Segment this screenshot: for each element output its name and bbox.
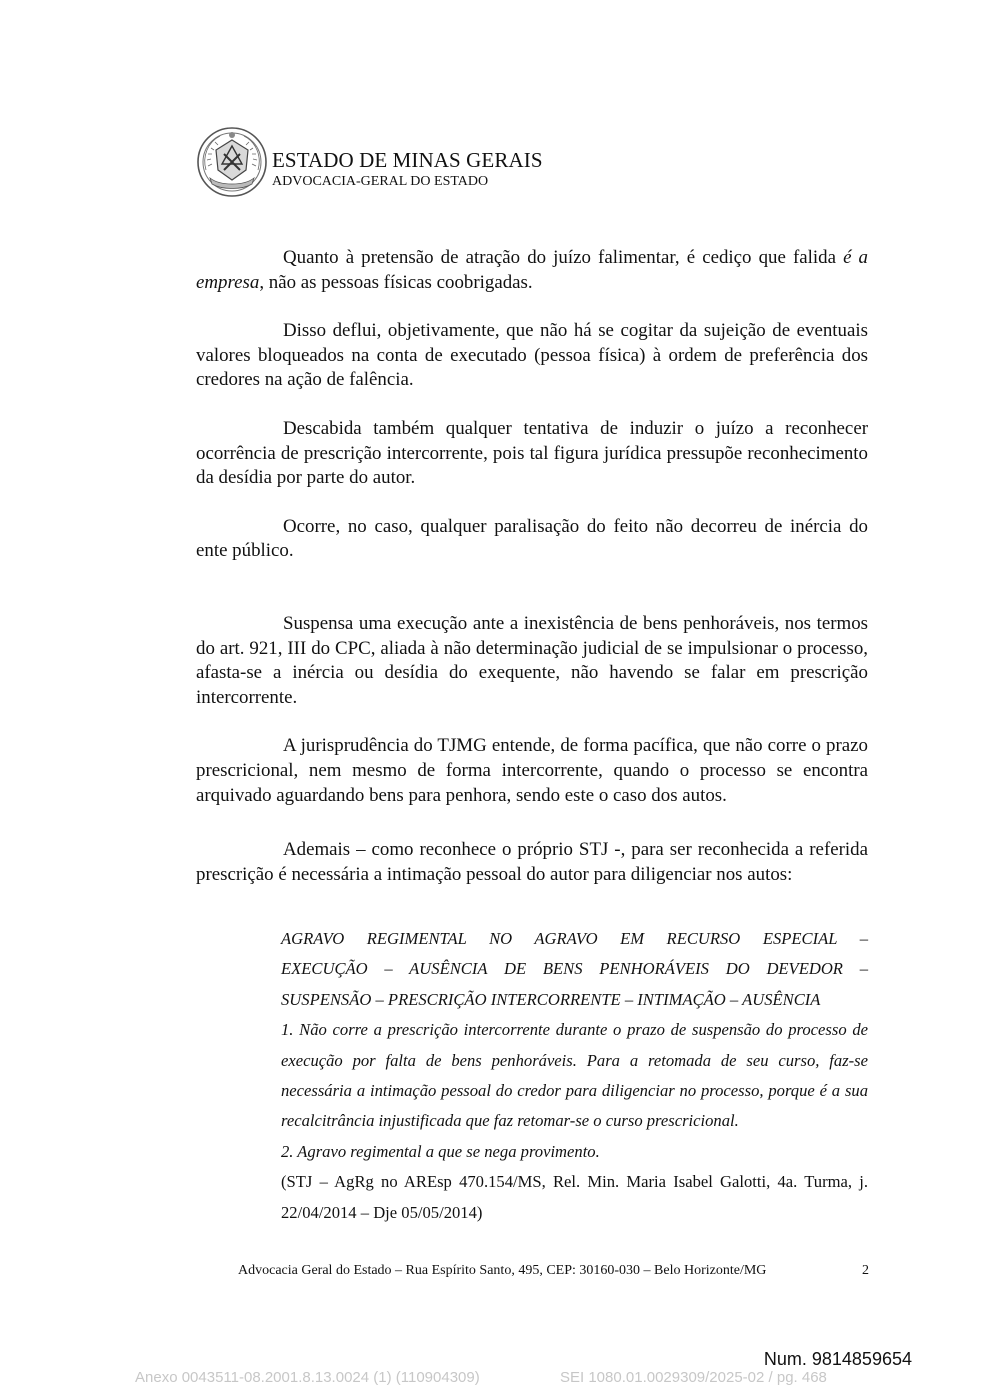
paragraph-5: Suspensa uma execução ante a inexistência de bens penhoráveis, nos termos do art. 921, III do CPC, aliada à não determinação judicial de se impulsionar o processo, afasta-se a inércia ou desídia do exequente, não havendo se falar em prescrição intercorrente. [196,612,868,708]
coat-of-arms-seal-icon [196,126,268,198]
paragraph-6: A jurisprudência do TJMG entende, de forma pacífica, que não corre o prazo prescricional, nem mesmo de forma intercorrente, quando o processo se encontra arquivado aguardando bens para penhora, sendo este o caso dos autos. [196,735,868,806]
quote-item-2: 2. Agravo regimental a que se nega provimento. [281,1141,600,1161]
page-number: 2 [862,1263,869,1278]
agency-name: ADVOCACIA-GERAL DO ESTADO [272,174,489,189]
paragraph-1-text-a: Quanto à pretensão de atração do juízo falimentar, é cediço que falida [283,247,844,268]
quote-item-1: 1. Não corre a prescrição intercorrente durante o prazo de suspensão do processo de execução por falta de bens penhoráveis. Para a retomada de seu curso, faz-se necessária a intimação pessoal do credor para diligenciar no processo, porque é a sua recalcitrância injustificada que faz retomar-se o curso prescricional. [281,1020,868,1131]
paragraph-1-text-b: , não as pessoas físicas coobrigadas. [259,271,533,293]
state-name: ESTADO DE MINAS GERAIS [272,148,543,172]
quote-citation: (STJ – AgRg no AREsp 470.154/MS, Rel. Min. Maria Isabel Galotti, 4a. Turma, j. 22/04/2014 – Dje 05/05/2014) [281,1172,868,1222]
case-law-quote [281,924,868,1228]
paragraph-1 [196,246,868,295]
paragraph-3: Descabida também qualquer tentativa de induzir o juízo a reconhecer ocorrência de prescrição intercorrente, pois tal figura jurídica pressupõe reconhecimento da desídia por parte do autor. [196,417,868,489]
quote-title-line-3: SUSPENSÃO – PRESCRIÇÃO INTERCORRENTE – INTIMAÇÃO – AUSÊNCIA [281,989,821,1009]
annex-watermark: Anexo 0043511-08.2001.8.13.0024 (1) (110904309) [135,1369,480,1386]
quote-title-line-2: EXECUÇÃO – AUSÊNCIA DE BENS PENHORÁVEIS DO DEVEDOR – [281,959,868,979]
footer-address: Advocacia Geral do Estado – Rua Espírito Santo, 495, CEP: 30160-030 – Belo Horizonte/MG [238,1263,767,1278]
quote-title-line-1: AGRAVO REGIMENTAL NO AGRAVO EM RECURSO ESPECIAL – [281,929,868,948]
paragraph-2: Disso deflui, objetivamente, que não há se cogitar da sujeição de eventuais valores bloqueados na conta de executado (pessoa física) à ordem de preferência dos credores na ação de falência. [196,320,868,391]
paragraph-1-emphasis: é a empresa [196,247,868,293]
sei-watermark: SEI 1080.01.0029309/2025-02 / pg. 468 [560,1369,827,1386]
letterhead [196,126,696,198]
paragraph-7: Ademais – como reconhece o próprio STJ -, para ser reconhecida a referida prescrição é necessária a intimação pessoal do autor para diligenciar nos autos: [196,839,868,885]
document-number-stamp: Num. 9814859654 [763,1349,912,1369]
paragraph-4: Ocorre, no caso, qualquer paralisação do feito não decorreu de inércia do ente público. [196,515,868,562]
document-body [196,246,868,887]
